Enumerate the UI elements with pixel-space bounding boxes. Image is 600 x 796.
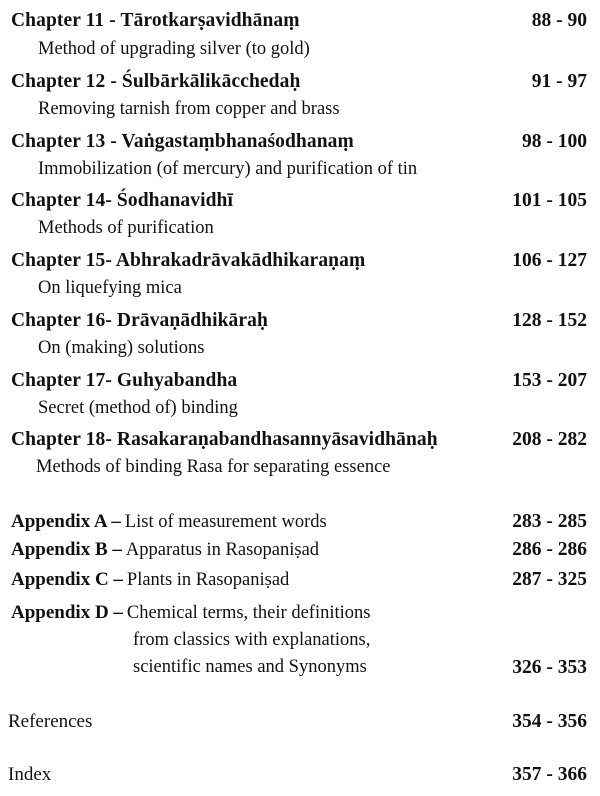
chapter-11-pages: 88 - 90 — [531, 10, 587, 31]
chapter-14-pages: 101 - 105 — [512, 190, 587, 211]
chapter-13-description: Immobilization (of mercury) and purification of tin — [38, 159, 418, 179]
chapter-18-pages: 208 - 282 — [512, 429, 587, 450]
appendix-a-label: Appendix A – — [11, 511, 121, 532]
appendix-a-pages: 283 - 285 — [512, 511, 587, 532]
appendix-c-text: Plants in Rasopaniṣad — [126, 570, 290, 590]
appendix-b-label: Appendix B – — [11, 539, 122, 560]
chapter-11-title: Chapter 11 - Tārotkarṣavidhānaṃ — [11, 10, 300, 31]
chapter-16-title: Chapter 16- Drāvaṇādhikāraḥ — [11, 310, 268, 331]
index-label: Index — [8, 764, 52, 785]
references-pages: 354 - 356 — [512, 711, 587, 732]
chapter-14-description: Methods of purification — [38, 218, 214, 238]
chapter-12-title: Chapter 12 - Śulbārkālikācchedaḥ — [11, 71, 301, 92]
appendix-d — [11, 602, 370, 624]
chapter-17-pages: 153 - 207 — [512, 370, 587, 391]
references-label: References — [8, 711, 93, 732]
appendix-d-text-line2: from classics with explanations, — [133, 630, 371, 650]
appendix-b-text: Apparatus in Rasopaniṣad — [125, 540, 320, 560]
index-pages: 357 - 366 — [512, 764, 587, 785]
chapter-11-description: Method of upgrading silver (to gold) — [38, 39, 310, 59]
appendix-d-text: Chemical terms, their definitions — [126, 603, 371, 623]
appendix-a-text: List of measurement words — [124, 512, 327, 532]
chapter-15-title: Chapter 15- Abhrakadrāvakādhikaraṇaṃ — [11, 250, 366, 271]
appendix-b-pages: 286 - 286 — [512, 539, 587, 560]
appendix-d-label: Appendix D – — [11, 602, 123, 623]
chapter-15-pages: 106 - 127 — [512, 250, 587, 271]
chapter-17-description: Secret (method of) binding — [38, 398, 238, 418]
chapter-12-description: Removing tarnish from copper and brass — [38, 99, 340, 119]
chapter-18-title: Chapter 18- Rasakaraṇabandhasannyāsavidhānaḥ — [11, 429, 438, 450]
appendix-a — [11, 511, 327, 533]
appendix-c-pages: 287 - 325 — [512, 569, 587, 590]
appendix-c — [11, 569, 289, 591]
chapter-13-pages: 98 - 100 — [522, 131, 587, 152]
chapter-15-description: On liquefying mica — [38, 278, 182, 298]
chapter-17-title: Chapter 17- Guhyabandha — [11, 370, 238, 391]
chapter-12-pages: 91 - 97 — [531, 71, 587, 92]
appendix-d-text-line3: scientific names and Synonyms — [133, 657, 367, 677]
appendix-c-label: Appendix C – — [11, 569, 123, 590]
appendix-d-pages: 326 - 353 — [512, 657, 587, 678]
chapter-16-pages: 128 - 152 — [512, 310, 587, 331]
appendix-b — [11, 539, 319, 561]
chapter-16-description: On (making) solutions — [38, 338, 205, 358]
chapter-13-title: Chapter 13 - Vaṅgastaṃbhanaśodhanaṃ — [11, 131, 354, 152]
chapter-18-description: Methods of binding Rasa for separating essence — [36, 457, 391, 477]
chapter-14-title: Chapter 14- Śodhanavidhī — [11, 190, 234, 211]
